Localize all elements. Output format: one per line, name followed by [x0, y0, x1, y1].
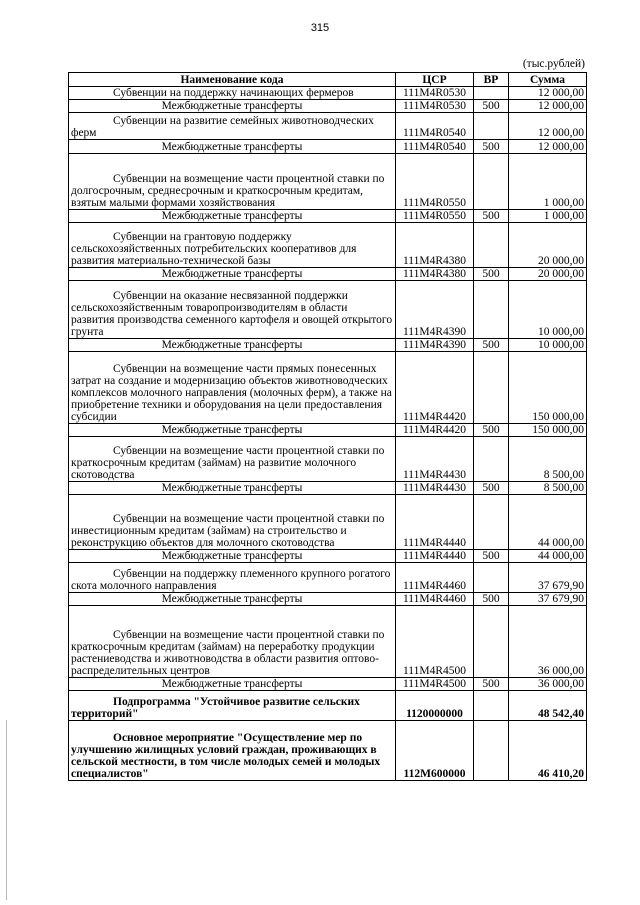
- row-name: [69, 223, 396, 268]
- row-csr: 111M4R4390: [396, 339, 474, 352]
- row-sum: 37 679,90: [509, 563, 587, 593]
- row-vr: 500: [474, 678, 509, 691]
- row-name-text: Межбюджетные трансферты: [161, 482, 303, 494]
- row-csr: 111M4R0550: [396, 210, 474, 223]
- table-row: [69, 606, 587, 678]
- row-vr: [474, 281, 509, 339]
- row-vr: 500: [474, 339, 509, 352]
- row-name-text: Межбюджетные трансферты: [161, 100, 303, 112]
- row-name-text: Подпрограмма "Устойчивое развитие сельских территорий": [71, 696, 360, 720]
- table-row: [69, 268, 587, 281]
- row-csr: 111M4R4500: [396, 678, 474, 691]
- row-sum: 37 679,90: [509, 593, 587, 606]
- row-name-transfer: [69, 424, 396, 437]
- row-csr: 112M600000: [396, 721, 474, 781]
- table-row: [69, 154, 587, 210]
- row-vr: 500: [474, 100, 509, 113]
- table-row: [69, 113, 587, 140]
- table-body: [69, 87, 587, 781]
- table-row: [69, 691, 587, 721]
- table-row: [69, 100, 587, 113]
- row-vr: [474, 87, 509, 100]
- row-sum: 46 410,20: [509, 721, 587, 781]
- row-csr: 111M4R4390: [396, 281, 474, 339]
- row-name: [69, 691, 396, 721]
- margin-line: [6, 720, 7, 900]
- table-row: [69, 678, 587, 691]
- row-vr: [474, 223, 509, 268]
- row-vr: 500: [474, 210, 509, 223]
- row-name-text: Межбюджетные трансферты: [161, 339, 303, 351]
- row-sum: 44 000,00: [509, 495, 587, 550]
- row-vr: [474, 352, 509, 424]
- row-sum: 8 500,00: [509, 437, 587, 482]
- table-row: [69, 437, 587, 482]
- row-csr: 111M4R4430: [396, 482, 474, 495]
- row-vr: [474, 437, 509, 482]
- row-name-text: Межбюджетные трансферты: [161, 210, 303, 222]
- row-sum: 1 000,00: [509, 154, 587, 210]
- row-vr: 500: [474, 424, 509, 437]
- table-row: [69, 721, 587, 781]
- row-csr: 111M4R4430: [396, 437, 474, 482]
- row-name-transfer: [69, 268, 396, 281]
- row-csr: 111M4R4500: [396, 606, 474, 678]
- row-name-transfer: [69, 550, 396, 563]
- row-name-text: Субвенции на поддержку начинающих фермеров: [113, 87, 354, 99]
- row-csr: 111M4R4460: [396, 563, 474, 593]
- table-row: [69, 281, 587, 339]
- row-vr: [474, 691, 509, 721]
- row-name-transfer: [69, 482, 396, 495]
- row-name: [69, 721, 396, 781]
- row-csr: 111M4R0530: [396, 87, 474, 100]
- row-name: [69, 113, 396, 140]
- row-vr: 500: [474, 140, 509, 154]
- row-name-text: Основное мероприятие "Осуществление мер по улучшению жилищных условий граждан, проживающих в сельской местности, в том числе молодых семей и молодых специалистов": [71, 732, 381, 780]
- row-name-transfer: [69, 678, 396, 691]
- row-name: [69, 154, 396, 210]
- header-name: Наименование кода: [69, 73, 396, 87]
- row-vr: [474, 495, 509, 550]
- row-name-text: Межбюджетные трансферты: [161, 678, 303, 690]
- table-row: [69, 482, 587, 495]
- row-vr: [474, 113, 509, 140]
- table-row: [69, 140, 587, 154]
- row-sum: 1 000,00: [509, 210, 587, 223]
- row-name: [69, 281, 396, 339]
- row-csr: 1120000000: [396, 691, 474, 721]
- header-sum: Сумма: [509, 73, 587, 87]
- row-sum: 12 000,00: [509, 140, 587, 154]
- row-name-text: Межбюджетные трансферты: [161, 593, 303, 605]
- row-vr: 500: [474, 550, 509, 563]
- row-sum: 8 500,00: [509, 482, 587, 495]
- row-name-text: Субвенции на поддержку племенного крупного рогатого скота молочного направления: [71, 568, 391, 592]
- row-name-text: Субвенции на возмещение части процентной ставки по краткосрочным кредитам (займам) на развитие молочного скотоводства: [71, 445, 385, 481]
- row-name-text: Субвенции на возмещение части процентной ставки по долгосрочным, среднесрочным и краткосрочным кредитам, взятым малыми формами хозяйствования: [71, 173, 385, 209]
- row-name-text: Межбюджетные трансферты: [161, 424, 303, 436]
- row-name-transfer: [69, 100, 396, 113]
- row-name-text: Субвенции на возмещение части прямых понесенных затрат на создание и модернизацию объектов животноводческих комплексов молочного направления (молочных ферм), а также на приобретение техники и оборудования на цели предоставления субсидии: [71, 363, 392, 423]
- row-sum: 12 000,00: [509, 87, 587, 100]
- table-row: [69, 593, 587, 606]
- row-sum: 150 000,00: [509, 352, 587, 424]
- page-number: 315: [310, 22, 330, 34]
- row-csr: 111M4R4440: [396, 550, 474, 563]
- row-name-transfer: [69, 339, 396, 352]
- budget-table: [68, 72, 587, 781]
- row-name-text: Субвенции на возмещение части процентной ставки по краткосрочным кредитам (займам) на переработку продукции растениеводства и животноводства в области развития оптово-распределительных центров: [71, 629, 385, 677]
- row-name-transfer: [69, 593, 396, 606]
- row-vr: [474, 721, 509, 781]
- table-row: [69, 424, 587, 437]
- row-name-text: Межбюджетные трансферты: [161, 141, 303, 153]
- row-vr: [474, 154, 509, 210]
- row-sum: 10 000,00: [509, 339, 587, 352]
- row-sum: 36 000,00: [509, 678, 587, 691]
- row-csr: 111M4R0540: [396, 140, 474, 154]
- row-sum: 20 000,00: [509, 223, 587, 268]
- row-name-text: Субвенции на развитие семейных животноводческих ферм: [71, 115, 374, 139]
- table-header-row: [69, 73, 587, 87]
- row-csr: 111M4R0540: [396, 113, 474, 140]
- row-csr: 111M4R0550: [396, 154, 474, 210]
- table-row: [69, 495, 587, 550]
- row-name-text: Межбюджетные трансферты: [161, 550, 303, 562]
- row-name: [69, 563, 396, 593]
- row-csr: 111M4R4420: [396, 424, 474, 437]
- row-sum: 48 542,40: [509, 691, 587, 721]
- row-csr: 111M4R4380: [396, 268, 474, 281]
- row-name-text: Субвенции на оказание несвязанной поддержки сельскохозяйственным товаропроизводителям в области развития производства семенного картофеля и овощей открытого грунта: [71, 290, 393, 338]
- row-csr: 111M4R4380: [396, 223, 474, 268]
- header-csr: ЦСР: [396, 73, 474, 87]
- row-sum: 10 000,00: [509, 281, 587, 339]
- row-vr: [474, 606, 509, 678]
- row-name-transfer: [69, 140, 396, 154]
- row-vr: [474, 563, 509, 593]
- table-row: [69, 563, 587, 593]
- row-sum: 150 000,00: [509, 424, 587, 437]
- row-name-transfer: [69, 210, 396, 223]
- table-row: [69, 352, 587, 424]
- row-csr: 111M4R4420: [396, 352, 474, 424]
- row-sum: 12 000,00: [509, 100, 587, 113]
- row-name-text: Субвенции на грантовую поддержку сельскохозяйственных потребительских кооперативов для развития материально-технической базы: [71, 231, 357, 267]
- table-row: [69, 210, 587, 223]
- row-csr: 111M4R4440: [396, 495, 474, 550]
- row-name: [69, 352, 396, 424]
- row-name: [69, 606, 396, 678]
- header-vr: ВР: [474, 73, 509, 87]
- table-row: [69, 550, 587, 563]
- row-csr: 111M4R4460: [396, 593, 474, 606]
- row-sum: 20 000,00: [509, 268, 587, 281]
- row-name: [69, 437, 396, 482]
- row-csr: 111M4R0530: [396, 100, 474, 113]
- table-row: [69, 339, 587, 352]
- row-name-text: Субвенции на возмещение части процентной ставки по инвестиционным кредитам (займам) на строительство и реконструкцию объектов для молочного скотоводства: [71, 513, 385, 549]
- row-sum: 44 000,00: [509, 550, 587, 563]
- row-vr: 500: [474, 482, 509, 495]
- units-label: (тыс.рублей): [522, 58, 585, 70]
- row-vr: 500: [474, 268, 509, 281]
- row-sum: 36 000,00: [509, 606, 587, 678]
- row-sum: 12 000,00: [509, 113, 587, 140]
- table-row: [69, 87, 587, 100]
- row-name: [69, 87, 396, 100]
- row-name-text: Межбюджетные трансферты: [161, 268, 303, 280]
- row-vr: 500: [474, 593, 509, 606]
- table-row: [69, 223, 587, 268]
- row-name: [69, 495, 396, 550]
